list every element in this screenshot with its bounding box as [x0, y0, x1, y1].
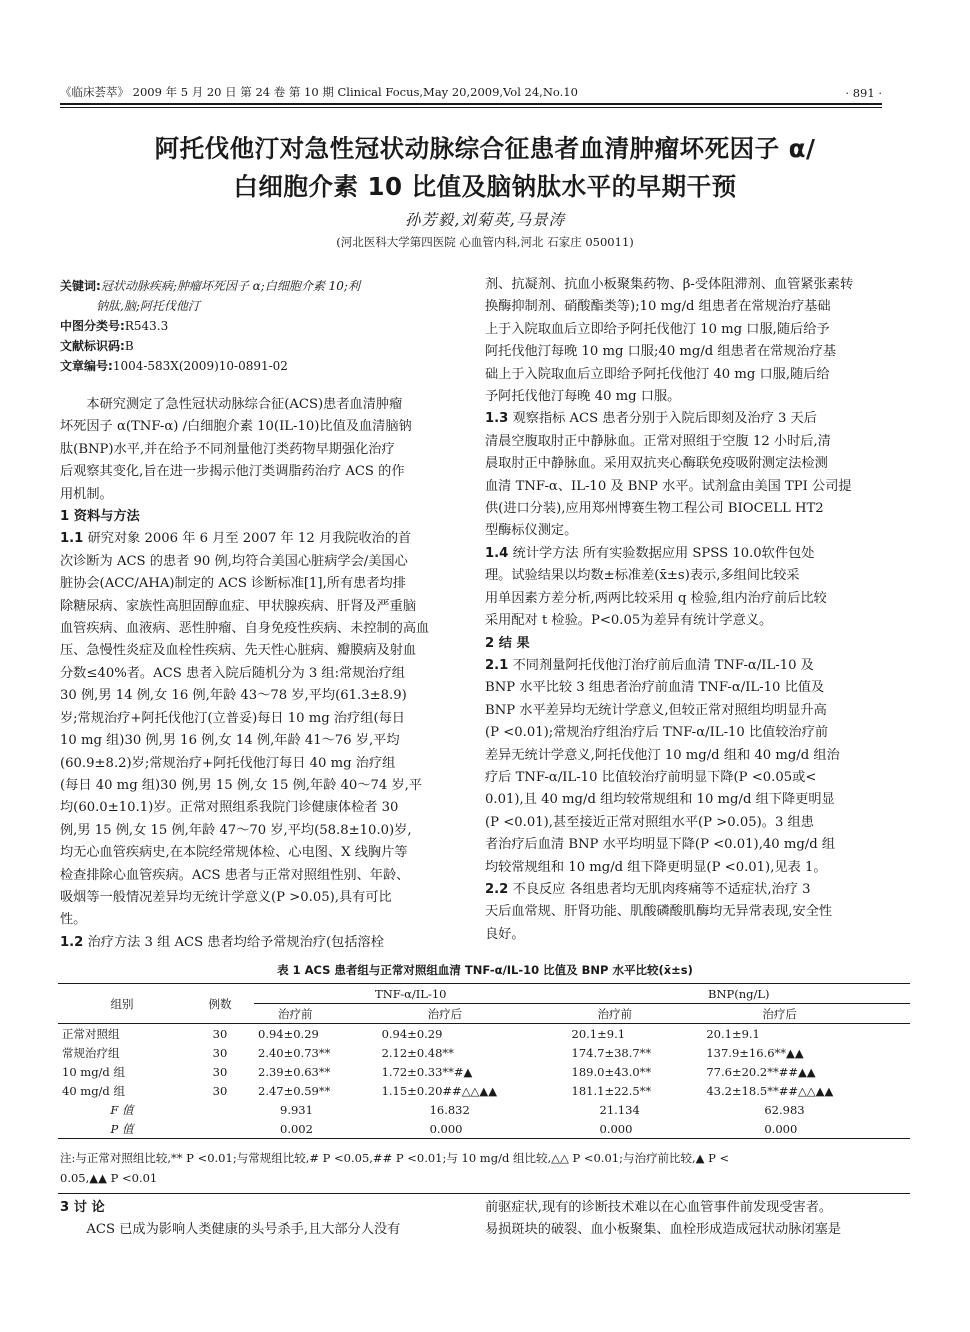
f-tnf-after: 16.832 [429, 1102, 470, 1117]
header-rule-thick [60, 103, 882, 105]
article-meta [60, 276, 460, 376]
running-head [60, 78, 882, 100]
p-bnp-after: 0.000 [702, 1119, 910, 1139]
running-head-left: 《临床荟萃》 2009 年 5 月 20 日 第 24 卷 第 10 期 Clinical Focus,May 20,2009,Vol 24,No.10 [60, 85, 578, 99]
s13-label: 1.3 [485, 411, 509, 427]
clc-line [60, 316, 460, 336]
tnf-before-header: 治疗前 [254, 1004, 378, 1024]
title-line-1: 阿托伐他汀对急性冠状动脉综合征患者血清肿瘤坏死因子 α/ [154, 134, 816, 163]
s11-line: 吸烟等一般情况差异均无统计学意义(P >0.05),具有可比 [60, 889, 392, 905]
cell-bnp-before: 189.0±43.0** [571, 1064, 652, 1079]
cell-group: 40 mg/d 组 [62, 1083, 125, 1098]
p-label: P 值 [58, 1119, 186, 1139]
section-3-right [485, 1197, 888, 1242]
s13-first-text: 观察指标 ACS 患者分别于入院后即刻及治疗 3 天后 [508, 411, 817, 427]
p-tnf-after: 0.000 [378, 1119, 568, 1139]
sec3-left-line: ACS 已成为影响人类健康的头号杀手,且大部分人没有 [86, 1222, 401, 1238]
s11-line: 性。 [60, 912, 87, 928]
s22-line: 良好。 [485, 926, 525, 942]
s12-first-text: 治疗方法 3 组 ACS 患者均给予常规治疗(包括溶栓 [83, 934, 384, 950]
title-line-2: 白细胞介素 10 比值及脑钠肽水平的早期干预 [233, 172, 737, 201]
s21-first-text: 不同剂量阿托伐他汀治疗前后血清 TNF-α/IL-10 及 [508, 657, 814, 673]
s21-line: (P <0.01);常规治疗组治疗后 TNF-α/IL-10 比值较治疗前 [485, 725, 829, 741]
s12-label: 1.2 [60, 934, 84, 950]
section-1-heading: 1 资料与方法 [60, 509, 140, 525]
p-empty [186, 1119, 254, 1139]
s14-line: 理。试验结果以均数±标准差(x̄±s)表示,多组间比较采 [485, 568, 800, 584]
s11-line: 均(60.0±10.1)岁。正常对照组系我院门诊健康体检者 30 [60, 800, 399, 816]
s21-label: 2.1 [485, 657, 509, 673]
keywords-line-2: 钠肽,脑;阿托伐他汀 [96, 299, 200, 313]
keywords-text: 冠状动脉疾病;肿瘤坏死因子 α;白细胞介素 10;利 [100, 279, 360, 293]
s11-line: 除糖尿病、家族性高胆固醇血症、甲状腺疾病、肝肾及严重脑 [60, 598, 417, 614]
s22-line: 天后血常规、肝肾功能、肌酸磷酸肌酶均无异常表现,安全性 [485, 904, 833, 920]
table-divider-rule [58, 1193, 910, 1194]
section-3-heading: 3 讨 论 [60, 1200, 105, 1215]
f-bnp-before: 21.134 [599, 1102, 640, 1117]
keywords-label: 关键词: [60, 279, 101, 293]
s11-line: 次诊断为 ACS 的患者 90 例,均符合美国心脏病学会/美国心 [60, 553, 408, 569]
cell-tnf-before: 2.47±0.59** [258, 1083, 331, 1098]
cell-tnf-after: 2.12±0.48** [381, 1045, 454, 1060]
s14-first-text: 统计学方法 所有实验数据应用 SPSS 10.0软件包处 [508, 545, 815, 561]
doc-code-line [60, 336, 460, 356]
s11-line: 30 例,男 14 例,女 16 例,年龄 43～78 岁,平均(61.3±8.9) [60, 688, 407, 704]
cell-n: 30 [212, 1064, 228, 1079]
s22-first-line [485, 879, 888, 901]
sec3-right-line: 前驱症状,现有的诊断技术难以在心血管事件前发现受害者。 [485, 1200, 833, 1215]
f-tnf-before: 9.931 [280, 1102, 313, 1117]
s21-line: 差异无统计学意义,阿托伐他汀 10 mg/d 组和 40 mg/d 组治 [485, 747, 840, 763]
cell-bnp-after: 77.6±20.2**##▲▲ [706, 1064, 816, 1079]
intro-line: 肽(BNP)水平,并在给予不同剂量他汀类药物早期强化治疗 [60, 441, 395, 457]
s22-first-text: 不良反应 各组患者均无肌肉疼痛等不适症状,治疗 3 [508, 881, 811, 897]
col-bnp-header: BNP(ng/L) [568, 984, 910, 1004]
table-row [58, 1043, 910, 1062]
affiliation: (河北医科大学第四医院 心血管内科,河北 石家庄 050011) [336, 235, 634, 249]
f-bnp-after: 62.983 [764, 1102, 805, 1117]
s12-cont-line: 剂、抗凝剂、抗血小板聚集药物、β-受体阻滞剂、血管紧张素转 [485, 277, 854, 292]
s13-line: 晨取肘正中静脉血。采用双抗夹心酶联免疫吸附测定法检测 [485, 456, 828, 472]
cell-bnp-after: 137.9±16.6**▲▲ [706, 1045, 804, 1060]
p-bnp-before: 0.000 [568, 1119, 703, 1139]
cell-bnp-after: 43.2±18.5**##△△▲▲ [706, 1083, 834, 1098]
article-no-value: 1004-583X(2009)10-0891-02 [112, 359, 288, 373]
s13-line: 供(进口分装),应用郑州博赛生物工程公司 BIOCELL HT2 [485, 501, 824, 517]
cell-bnp-before: 181.1±22.5** [571, 1083, 652, 1098]
s22-label: 2.2 [485, 881, 509, 897]
left-column [60, 276, 460, 954]
s11-line: 检查排除心血管疾病。ACS 患者与正常对照组性别、年龄、 [60, 867, 410, 883]
cell-tnf-before: 2.39±0.63** [258, 1064, 331, 1079]
cell-tnf-before: 0.94±0.29 [258, 1026, 319, 1041]
table-note-line-1: 注:与正常对照组比较,** P <0.01;与常规组比较,# P <0.05,## P <0.01;与 10 mg/d 组比较,△△ P <0.01;与治疗前比较,▲ P < [60, 1151, 730, 1165]
cell-n: 30 [212, 1083, 228, 1098]
s14-first-line [485, 543, 888, 565]
tnf-after-header: 治疗后 [378, 1004, 568, 1024]
s11-line: 脏协会(ACC/AHA)制定的 ACS 诊断标准[1],所有患者均排 [60, 576, 406, 592]
s21-line: 疗后 TNF-α/IL-10 比值较治疗前明显下降(P <0.05或< [485, 769, 817, 785]
article-no-line [60, 356, 460, 376]
cell-tnf-after: 1.72±0.33**#▲ [381, 1064, 473, 1079]
table-row [58, 1081, 910, 1100]
section-3-left [60, 1197, 460, 1242]
s11-first-line [60, 528, 460, 550]
doc-code-value: B [124, 339, 134, 353]
doc-code-label: 文献标识码: [60, 339, 125, 353]
s11-line: 例,男 15 例,女 15 例,年龄 47～70 岁,平均(58.8±10.0)岁, [60, 822, 412, 838]
table-header-row [58, 984, 910, 1004]
bnp-after-header: 治疗后 [702, 1004, 910, 1024]
table-note [60, 1148, 910, 1188]
cell-group: 10 mg/d 组 [62, 1064, 125, 1079]
article-no-label: 文章编号: [60, 359, 113, 373]
s11-line: (每日 40 mg 组)30 例,男 15 例,女 15 例,年龄 40～74 岁,平 [60, 777, 423, 793]
p-tnf-before: 0.002 [254, 1119, 378, 1139]
s11-line: 压、急慢性炎症及血栓性疾病、先天性心脏病、瓣膜病及射血 [60, 643, 417, 659]
header-rule-thin [60, 107, 882, 108]
table-row [58, 1062, 910, 1081]
s11-line: 岁;常规治疗+阿托伐他汀(立普妥)每日 10 mg 治疗组(每日 [60, 710, 405, 726]
s11-first-text: 研究对象 2006 年 6 月至 2007 年 12 月我院收治的首 [83, 531, 412, 547]
s21-line: 0.01),且 40 mg/d 组均较常规组和 10 mg/d 组下降更明显 [485, 792, 835, 808]
s21-line: (P <0.01),甚至接近正常对照组水平(P >0.05)。3 组患 [485, 814, 814, 830]
cell-tnf-before: 2.40±0.73** [258, 1045, 331, 1060]
s11-line: 均无心血管疾病史,在本院经常规体检、心电图、X 线胸片等 [60, 845, 408, 861]
intro-paragraph [60, 394, 460, 506]
s13-line: 血清 TNF-α、IL-10 及 BNP 水平。试剂盒由美国 TPI 公司提 [485, 478, 852, 494]
cell-n: 30 [212, 1045, 228, 1060]
right-column [485, 274, 888, 946]
results-table [58, 983, 910, 1139]
intro-line: 坏死因子 α(TNF-α) /白细胞介素 10(IL-10)比值及血清脑钠 [60, 419, 412, 435]
s12-first-line [60, 932, 460, 954]
s13-line: 清晨空腹取肘正中静脉血。正常对照组于空腹 12 小时后,清 [485, 433, 831, 449]
s13-first-line [485, 408, 888, 430]
col-tnf-header: TNF-α/IL-10 [254, 984, 568, 1004]
table-row [58, 1024, 910, 1044]
s11-line: 血管疾病、血液病、恶性肿瘤、自身免疫性疾病、未控制的高血 [60, 621, 430, 637]
keywords-line-1 [60, 276, 460, 296]
cell-bnp-before: 20.1±9.1 [571, 1026, 626, 1041]
cell-tnf-after: 1.15±0.20##△△▲▲ [381, 1083, 498, 1098]
s21-line: 均较常规组和 10 mg/d 组下降更明显(P <0.01),见表 1。 [485, 859, 827, 875]
p-value-row [58, 1119, 910, 1139]
cell-bnp-before: 174.7±38.7** [571, 1045, 652, 1060]
f-value-row [58, 1100, 910, 1119]
s13-line: 型酶标仪测定。 [485, 523, 578, 539]
intro-line: 用机制。 [60, 486, 113, 502]
authors: 孙芳毅,刘菊英,马景涛 [404, 211, 566, 229]
s21-line: BNP 水平差异均无统计学意义,但较正常对照组均明显升高 [485, 702, 827, 718]
intro-line: 后观察其变化,旨在进一步揭示他汀类调脂药治疗 ACS 的作 [60, 464, 405, 480]
s11-line: 10 mg 组)30 例,男 16 例,女 14 例,年龄 41～76 岁,平均 [60, 733, 400, 749]
clc-label: 中图分类号: [60, 319, 125, 333]
cell-group: 常规治疗组 [62, 1045, 120, 1060]
cell-tnf-after: 0.94±0.29 [381, 1026, 443, 1041]
f-empty [186, 1100, 254, 1119]
s11-line: (60.9±8.2)岁;常规治疗+阿托伐他汀每日 40 mg 治疗组 [60, 755, 396, 771]
s14-label: 1.4 [485, 545, 509, 561]
s11-line: 分数≤40%者。ACS 患者入院后随机分为 3 组:常规治疗组 [60, 665, 405, 681]
cell-group: 正常对照组 [62, 1026, 120, 1041]
table-note-line-2: 0.05,▲▲ P <0.01 [60, 1171, 158, 1185]
sec3-right-line: 易损斑块的破裂、血小板聚集、血栓形成造成冠状动脉闭塞是 [485, 1222, 842, 1238]
cell-bnp-after: 20.1±9.1 [706, 1026, 760, 1041]
col-group-header: 组别 [58, 984, 186, 1024]
s11-label: 1.1 [60, 531, 84, 547]
s12-cont-line: 予阿托伐他汀每晚 40 mg 口服。 [485, 389, 681, 405]
cell-n: 30 [212, 1026, 228, 1041]
bnp-before-header: 治疗前 [568, 1004, 703, 1024]
s12-cont-line: 阿托伐他汀每晚 10 mg 口服;40 mg/d 组患者在常规治疗基 [485, 344, 837, 360]
s21-line: BNP 水平比较 3 组患者治疗前血清 TNF-α/IL-10 比值及 [485, 680, 825, 696]
section-2-heading: 2 结 果 [485, 635, 530, 651]
page-number: · 891 · [845, 86, 882, 100]
s14-line: 用单因素方差分析,两两比较采用 q 检验,组内治疗前后比较 [485, 590, 827, 606]
s14-line: 采用配对 t 检验。P<0.05为差异有统计学意义。 [485, 613, 773, 629]
s12-cont-line: 换酶抑制剂、硝酸酯类等);10 mg/d 组患者在常规治疗基础 [485, 299, 831, 315]
table-caption: 表 1 ACS 患者组与正常对照组血清 TNF-α/IL-10 比值及 BNP 水平比较(x̄±s) [277, 963, 693, 977]
clc-value: R543.3 [124, 319, 169, 333]
s12-cont-line: 上于入院取血后立即给予阿托伐他汀 10 mg 口服,随后给予 [485, 321, 830, 337]
s12-cont-line: 础上于入院取血后立即给予阿托伐他汀 40 mg 口服,随后给 [485, 366, 830, 382]
intro-line: 本研究测定了急性冠状动脉综合征(ACS)患者血清肿瘤 [86, 397, 403, 412]
s21-first-line [485, 655, 888, 677]
article-title [60, 130, 910, 206]
s21-line: 者治疗后血清 BNP 水平均明显下降(P <0.01),40 mg/d 组 [485, 837, 836, 853]
f-label: F 值 [110, 1102, 134, 1117]
col-n-header: 例数 [186, 984, 254, 1024]
